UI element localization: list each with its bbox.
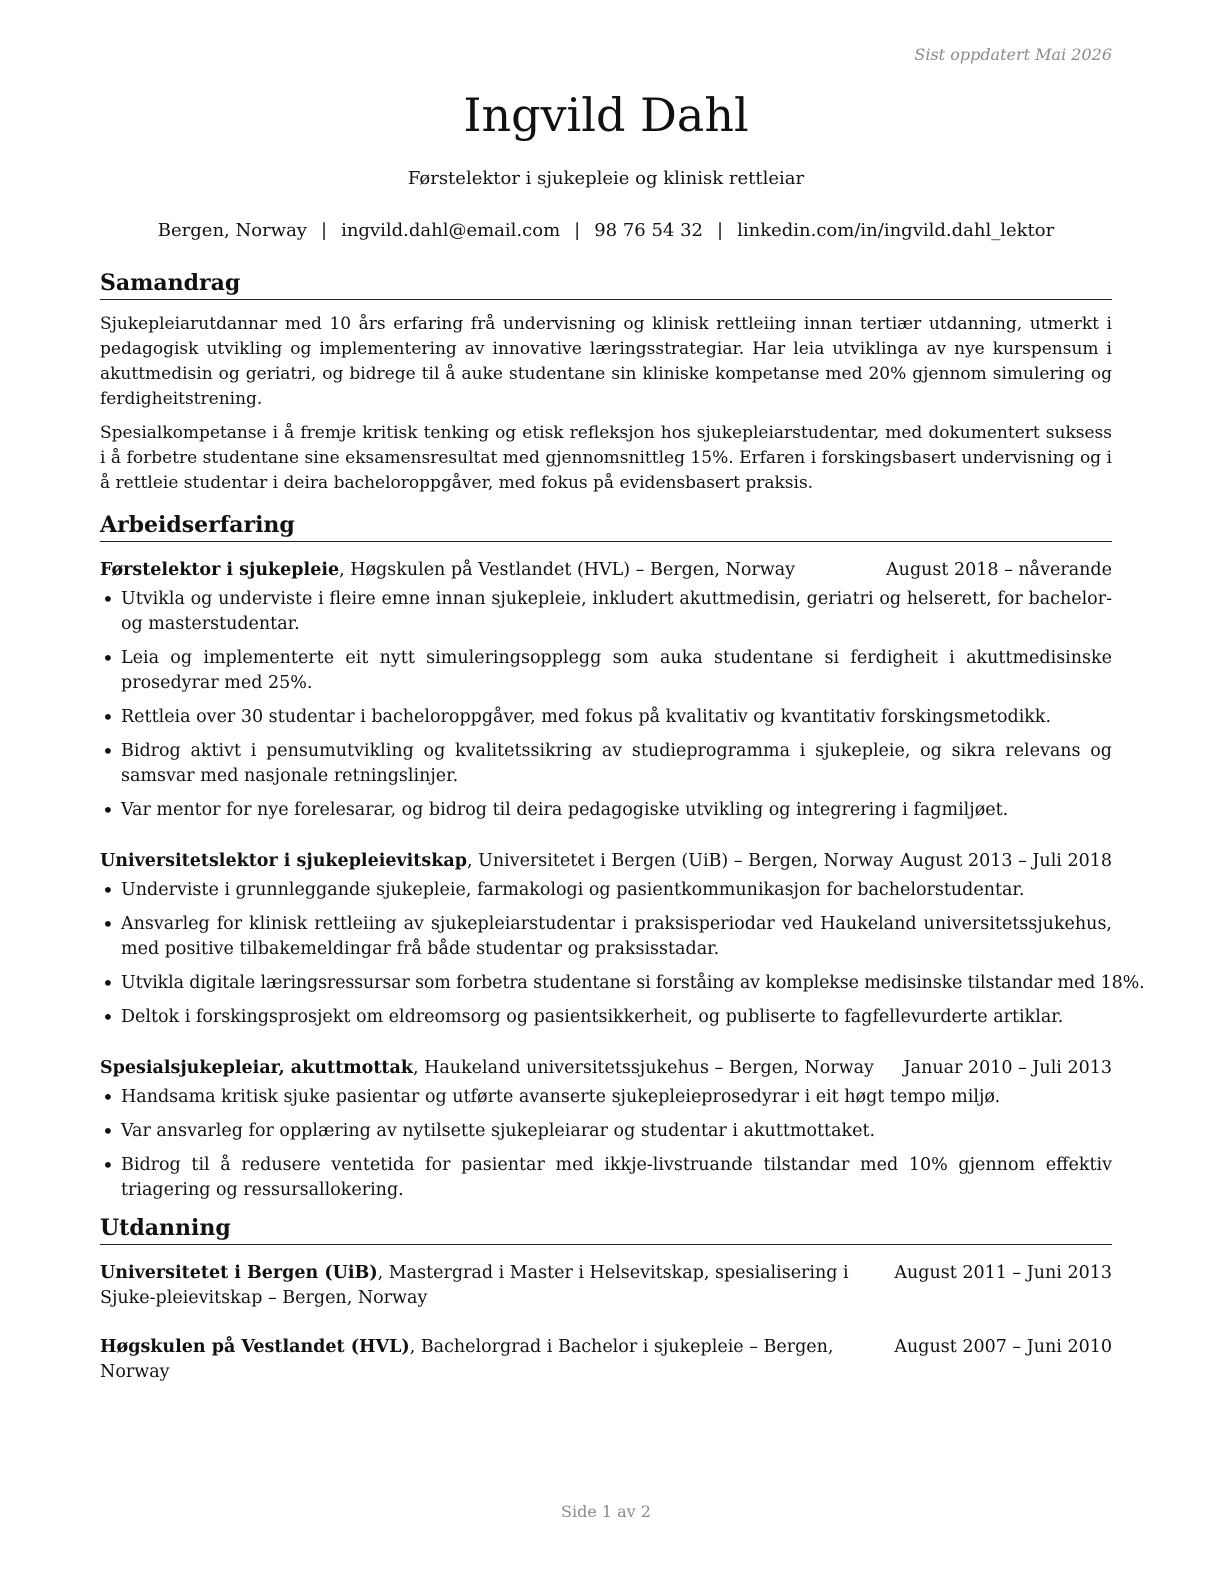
summary-section xyxy=(100,268,1112,496)
education-degree: , Bachelorgrad i Bachelor i sjukepleie – Bergen, Norway xyxy=(100,1337,834,1382)
bullet-item: • Utvikla digitale læringsressursar som forbetra studentane si forståing av komplekse medisinske tilstandar med 18%. xyxy=(100,971,1112,996)
contact-linkedin[interactable]: linkedin.com/in/ingvild.dahl_lektor xyxy=(737,220,1055,241)
bullet-item: • Handsama kritisk sjuke pasientar og utførte avanserte sjukepleieprosedyrar i eit høgt tempo miljø. xyxy=(100,1085,1112,1110)
contact-phone: 98 76 54 32 xyxy=(594,220,704,241)
summary-paragraph: Spesialkompetanse i å fremje kritisk tenking og etisk refleksjon hos sjukepleiarstudentar, med dokumentert suksess i å forbetre studentane sine eksamensresultat med gjennomsnittleg 15%. Erfaren i forskingsbasert undervisning og i å rettleie studentar i deira bacheloroppgåver, med fokus på evidensbasert praksis. xyxy=(100,423,1112,493)
job-entry xyxy=(100,558,1112,823)
contact-location: Bergen, Norway xyxy=(157,220,307,241)
education-details xyxy=(100,1261,880,1311)
job-role-org xyxy=(100,1056,874,1081)
education-dates: August 2007 – Juni 2010 xyxy=(894,1337,1112,1357)
bullet-item: • Underviste i grunnleggande sjukepleie, farmakologi og pasientkommunikasjon for bachelorstudentar. xyxy=(100,878,1112,903)
summary-heading: Samandrag xyxy=(100,268,1112,300)
job-header xyxy=(100,558,1112,583)
job-dates: Januar 2010 – Juli 2013 xyxy=(903,1058,1112,1078)
bullet-item: • Ansvarleg for klinisk rettleiing av sjukepleiarstudentar i praksisperiodar ved Haukeland universitetssjukehus, med positive tilbakemeldingar frå både studentar og praksisstadar. xyxy=(100,912,1112,962)
contact-line xyxy=(100,220,1112,241)
page-number: Side 1 av 2 xyxy=(561,1502,651,1521)
separator: | xyxy=(320,220,328,241)
education-dates: August 2011 – Juni 2013 xyxy=(894,1263,1112,1283)
job-role: Spesialsjukepleiar, akuttmottak xyxy=(100,1058,413,1078)
job-entry xyxy=(100,1056,1112,1203)
job-role-org xyxy=(100,849,893,874)
job-org: , Haukeland universitetssjukehus – Bergen, Norway xyxy=(412,1058,874,1078)
job-role: Førstelektor i sjukepleie xyxy=(100,560,340,580)
experience-section xyxy=(100,510,1145,1203)
job-header xyxy=(100,1056,1112,1081)
resume-page xyxy=(100,0,1145,1584)
education-entry xyxy=(100,1335,1112,1385)
bullet-item: • Rettleia over 30 studentar i bacheloroppgåver, med fokus på kvalitativ og kvantitativ forskingsmetodikk. xyxy=(100,705,1112,730)
job-bullets xyxy=(100,587,1112,823)
job-bullets xyxy=(100,1085,1112,1203)
job-bullets xyxy=(100,878,1145,1030)
education-school: Høgskulen på Vestlandet (HVL) xyxy=(100,1337,410,1357)
bullet-item: • Leia og implementerte eit nytt simuleringsopplegg som auka studentane si ferdigheit i akuttmedisinske prosedyrar med 25%. xyxy=(100,646,1112,696)
summary-paragraph: Sjukepleiarutdannar med 10 års erfaring frå undervisning og klinisk rettleiing innan tertiær utdanning, utmerkt i pedagogisk utvikling og implementering av innovative læringsstrategiar. Har leia utviklinga av nye kurspensum i akuttmedisin og geriatri, og bidrege til å auke studentane sin kliniske kompetanse med 20% gjennom simulering og ferdigheitstrening. xyxy=(100,314,1112,409)
job-title: Førstelektor i sjukepleie og klinisk rettleiar xyxy=(407,168,805,189)
job-role: Universitetslektor i sjukepleievitskap xyxy=(100,851,467,871)
person-name: Ingvild Dahl xyxy=(463,88,749,142)
separator: | xyxy=(717,220,724,241)
job-org: , Høgskulen på Vestlandet (HVL) – Bergen, Norway xyxy=(339,560,796,580)
resume-body xyxy=(100,268,1145,1395)
experience-heading: Arbeidserfaring xyxy=(100,510,1112,542)
last-updated: Sist oppdatert Mai 2026 xyxy=(914,45,1112,64)
education-school: Universitetet i Bergen (UiB) xyxy=(100,1263,378,1283)
bullet-item: • Utvikla og underviste i fleire emne innan sjukepleie, inkludert akuttmedisin, geriatri og helserett, for bachelor- og masterstudentar. xyxy=(100,587,1112,637)
job-org: , Universitetet i Bergen (UiB) – Bergen, Norway xyxy=(466,851,894,871)
job-entry xyxy=(100,849,1145,1030)
bullet-item: • Bidrog til å redusere ventetida for pasientar med ikkje-livstruande tilstandar med 10% gjennom effektiv triagering og ressursallokering. xyxy=(100,1153,1112,1203)
bullet-item: • Var mentor for nye forelesarar, og bidrog til deira pedagogiske utvikling og integrering i fagmiljøet. xyxy=(100,798,1112,823)
education-entry xyxy=(100,1261,1112,1311)
job-role-org xyxy=(100,558,795,583)
separator: | xyxy=(574,220,581,241)
job-dates: August 2013 – Juli 2018 xyxy=(900,851,1112,871)
education-heading: Utdanning xyxy=(100,1213,1112,1245)
education-details xyxy=(100,1335,880,1385)
bullet-item: • Var ansvarleg for opplæring av nytilsette sjukepleiarar og studentar i akuttmottaket. xyxy=(100,1119,1112,1144)
bullet-item: • Deltok i forskingsprosjekt om eldreomsorg og pasientsikkerheit, og publiserte to fagfellevurderte artiklar. xyxy=(100,1005,1112,1030)
job-dates: August 2018 – nåverande xyxy=(886,560,1112,580)
bullet-item: • Bidrog aktivt i pensumutvikling og kvalitetssikring av studieprogramma i sjukepleie, og sikra relevans og samsvar med nasjonale retningslinjer. xyxy=(100,739,1112,789)
contact-email[interactable]: ingvild.dahl@email.com xyxy=(341,220,561,241)
education-section xyxy=(100,1213,1112,1385)
education-degree: , Mastergrad i Master i Helsevitskap, spesialisering i Sjuke-pleievitskap – Bergen, Norway xyxy=(100,1263,849,1308)
job-header xyxy=(100,849,1112,874)
